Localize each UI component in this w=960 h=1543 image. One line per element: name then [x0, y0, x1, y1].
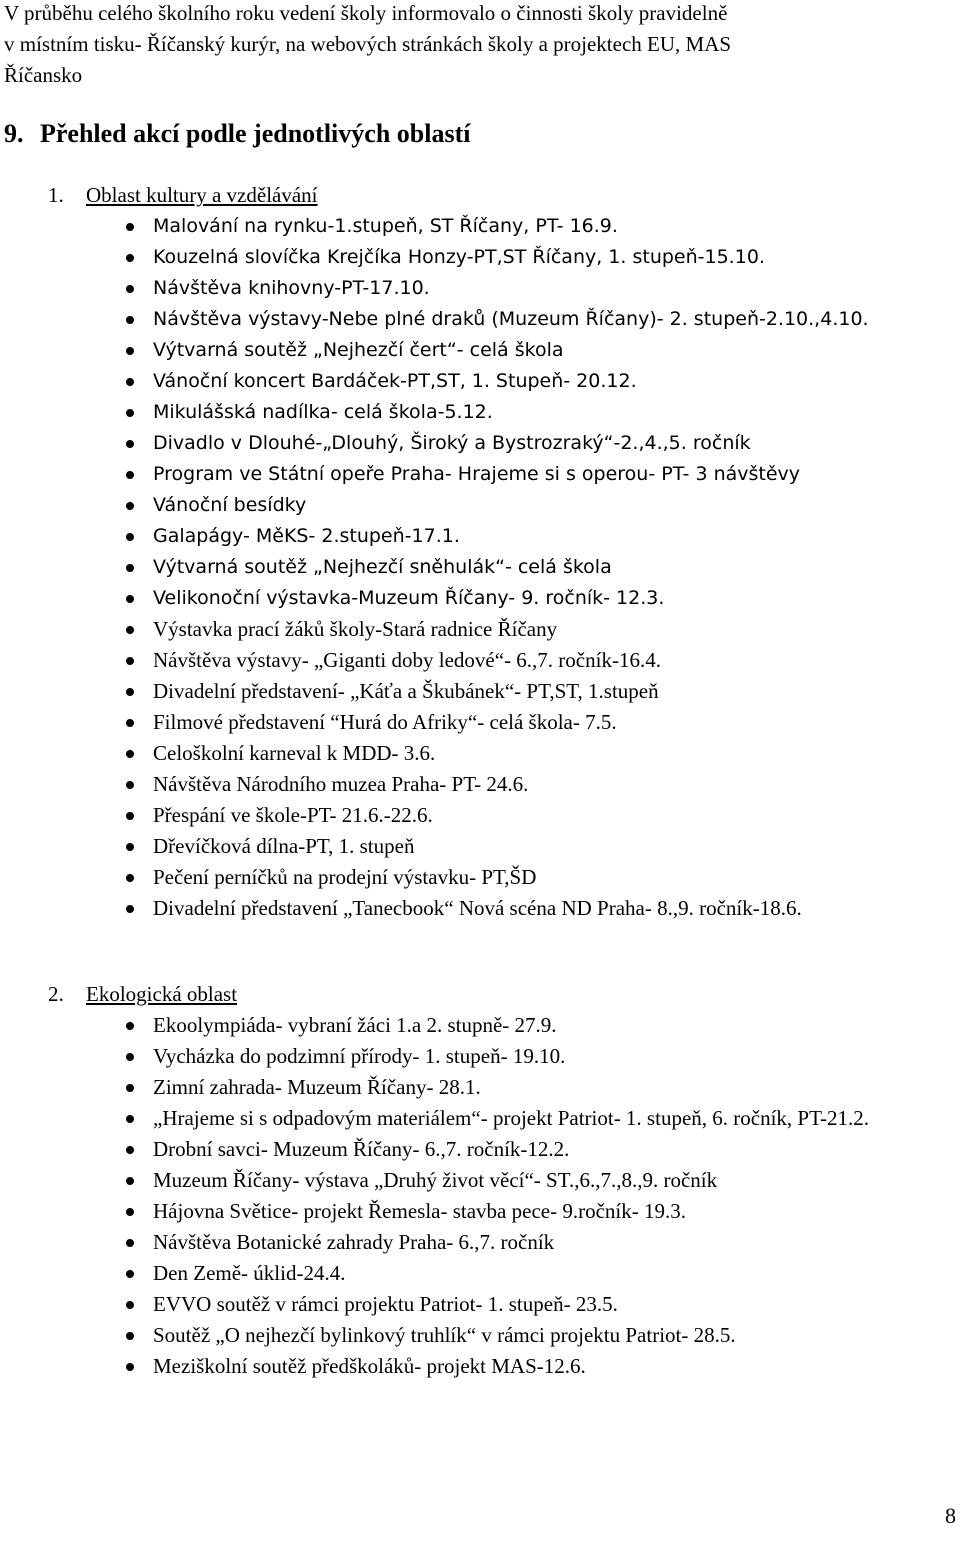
- chapter-number: 9.: [4, 119, 24, 148]
- culture-events-list: [0, 211, 950, 924]
- page-number: 8: [945, 1503, 956, 1528]
- list-item: Filmové představení “Hurá do Afriky“- celá škola- 7.5.: [0, 707, 950, 738]
- list-item: Návštěva knihovny-PT-17.10.: [0, 273, 950, 304]
- list-item: EVVO soutěž v rámci projektu Patriot- 1. stupeň- 23.5.: [0, 1289, 950, 1320]
- list-item: Výtvarná soutěž „Nejhezčí čert“- celá škola: [0, 335, 950, 366]
- list-item: Muzeum Říčany- výstava „Druhý život věcí“- ST.,6.,7.,8.,9. ročník: [0, 1165, 950, 1196]
- list-item: Velikonoční výstavka-Muzeum Říčany- 9. ročník- 12.3.: [0, 583, 950, 614]
- list-item: Mikulášská nadílka- celá škola-5.12.: [0, 397, 950, 428]
- list-item: Divadelní představení- „Káťa a Škubánek“- PT,ST, 1.stupeň: [0, 676, 950, 707]
- list-item: Hájovna Světice- projekt Řemesla- stavba pece- 9.ročník- 19.3.: [0, 1196, 950, 1227]
- list-item: Vánoční besídky: [0, 490, 950, 521]
- intro-line: v místním tisku- Říčanský kurýr, na webových stránkách školy a projektech EU, MAS: [4, 32, 732, 56]
- ecology-events-list: [0, 1010, 950, 1382]
- list-item: „Hrajeme si s odpadovým materiálem“- projekt Patriot- 1. stupeň, 6. ročník, PT-21.2.: [0, 1103, 950, 1134]
- chapter-title: Přehled akcí podle jednotlivých oblastí: [40, 119, 471, 148]
- section-number: 2.: [48, 982, 64, 1006]
- list-item: Galapágy- MěKS- 2.stupeň-17.1.: [0, 521, 950, 552]
- list-item: Návštěva výstavy-Nebe plné draků (Muzeum Říčany)- 2. stupeň-2.10.,4.10.: [0, 304, 950, 335]
- list-item: Návštěva výstavy- „Giganti doby ledové“- 6.,7. ročník-16.4.: [0, 645, 950, 676]
- list-item: Vycházka do podzimní přírody- 1. stupeň- 19.10.: [0, 1041, 950, 1072]
- list-item: Malování na rynku-1.stupeň, ST Říčany, PT- 16.9.: [0, 211, 950, 242]
- intro-line: V průběhu celého školního roku vedení školy informovalo o činnosti školy pravidelně: [4, 1, 728, 25]
- list-item: Program ve Státní opeře Praha- Hrajeme si s operou- PT- 3 návštěvy: [0, 459, 950, 490]
- section-number: 1.: [48, 183, 64, 207]
- section-label: Ekologická oblast: [86, 982, 238, 1006]
- list-item: Zimní zahrada- Muzeum Říčany- 28.1.: [0, 1072, 950, 1103]
- list-item: Divadelní představení „Tanecbook“ Nová scéna ND Praha- 8.,9. ročník-18.6.: [0, 893, 950, 924]
- list-item: Návštěva Botanické zahrady Praha- 6.,7. ročník: [0, 1227, 950, 1258]
- intro-line: Říčansko: [4, 63, 83, 87]
- intro-paragraph: [4, 0, 954, 91]
- list-item: Pečení perníčků na prodejní výstavku- PT,ŠD: [0, 862, 950, 893]
- list-item: Výtvarná soutěž „Nejhezčí sněhulák“- celá škola: [0, 552, 950, 583]
- list-item: Ekoolympiáda- vybraní žáci 1.a 2. stupně- 27.9.: [0, 1010, 950, 1041]
- list-item: Meziškolní soutěž předškoláků- projekt MAS-12.6.: [0, 1351, 950, 1382]
- chapter-heading: [4, 117, 470, 151]
- list-item: Dřevíčková dílna-PT, 1. stupeň: [0, 831, 950, 862]
- list-item: Přespání ve škole-PT- 21.6.-22.6.: [0, 800, 950, 831]
- list-item: Vánoční koncert Bardáček-PT,ST, 1. Stupeň- 20.12.: [0, 366, 950, 397]
- list-item: Výstavka prací žáků školy-Stará radnice Říčany: [0, 614, 950, 645]
- list-item: Soutěž „O nejhezčí bylinkový truhlík“ v rámci projektu Patriot- 28.5.: [0, 1320, 950, 1351]
- section-title-culture: [48, 180, 318, 211]
- list-item: Návštěva Národního muzea Praha- PT- 24.6.: [0, 769, 950, 800]
- list-item: Den Země- úklid-24.4.: [0, 1258, 950, 1289]
- list-item: Celoškolní karneval k MDD- 3.6.: [0, 738, 950, 769]
- list-item: Divadlo v Dlouhé-„Dlouhý, Široký a Bystrozraký“-2.,4.,5. ročník: [0, 428, 950, 459]
- section-title-ecology: [48, 979, 237, 1010]
- list-item: Drobní savci- Muzeum Říčany- 6.,7. ročník-12.2.: [0, 1134, 950, 1165]
- section-label: Oblast kultury a vzdělávání: [86, 183, 318, 207]
- list-item: Kouzelná slovíčka Krejčíka Honzy-PT,ST Říčany, 1. stupeň-15.10.: [0, 242, 950, 273]
